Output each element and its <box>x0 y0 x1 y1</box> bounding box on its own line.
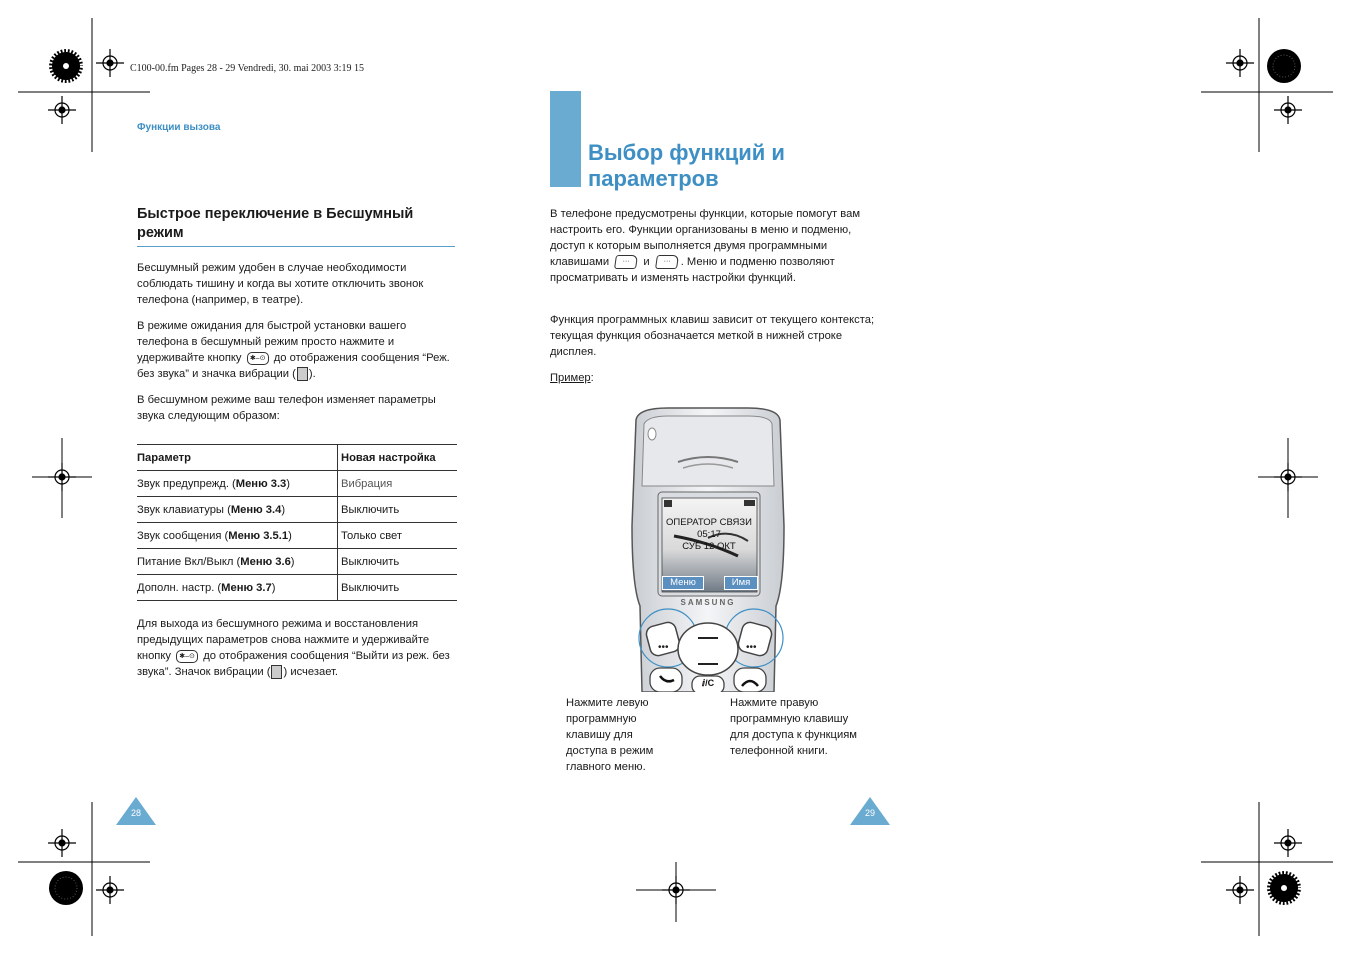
screen-operator: ОПЕРАТОР СВЯЗИ <box>666 517 752 528</box>
text: ) исчезает. <box>283 666 339 678</box>
value-cell: Вибрация <box>338 471 458 497</box>
param-cell <box>137 497 338 523</box>
title-line: Выбор функций и <box>588 140 785 165</box>
param-text: Питание Вкл/Выкл ( <box>137 555 241 568</box>
param-close: ) <box>281 503 286 516</box>
paragraph-exit <box>137 616 457 680</box>
value-cell: Выключить <box>338 497 458 523</box>
clear-key-text: C <box>707 678 715 688</box>
page-number-left <box>116 797 156 825</box>
left-heading: Быстрое переключение в Бесшумный режим <box>137 205 455 247</box>
screen-time: 05:17 <box>697 529 721 540</box>
menu-ref: Меню 3.3 <box>235 477 287 490</box>
page-number-right <box>850 797 890 825</box>
text: и <box>643 256 650 268</box>
title-accent-bar <box>550 91 581 187</box>
table-row <box>137 549 457 575</box>
brand-logo: SAMSUNG <box>680 598 736 607</box>
table-header-row <box>137 445 457 471</box>
param-text: Звук предупрежд. ( <box>137 477 236 490</box>
title-line: параметров <box>588 166 719 191</box>
param-close: ) <box>288 529 292 542</box>
right-soft-key-icon: ··· <box>655 255 679 269</box>
param-text: Звук сообщения ( <box>137 529 229 542</box>
example-label <box>550 370 750 386</box>
sound-settings-table <box>137 444 457 601</box>
param-cell <box>137 471 338 497</box>
example-colon: : <box>590 372 594 384</box>
paragraph-soft-keys: Функция программных клавиш зависит от текущего контекста; текущая функция обозначается меткой в нижней строке дисплея. <box>550 314 875 358</box>
screen-date: СУБ 12 ОКТ <box>682 541 736 552</box>
param-text: Дополн. настр. ( <box>137 581 222 594</box>
soft-label-name: Имя <box>724 576 758 590</box>
phone-illustration <box>628 406 788 692</box>
paragraph-changes: В бесшумном режиме ваш телефон изменяет параметры звука следующим образом: <box>137 394 436 422</box>
table-row <box>137 497 457 523</box>
text: Для выхода из бесшумного режима и восстановления предыдущих параметров снова нажмите и удерживайте кнопку <box>137 618 430 662</box>
text: В телефоне предусмотрены функции, которые помогут вам настроить его. Функции организованы в меню и подменю, доступ к которым выполняется двумя программными клавишами <box>550 208 861 268</box>
text: до отображения сообщения “Реж. без звука” и значка вибрации ( <box>137 352 450 380</box>
menu-ref: Меню 3.5.1 <box>228 529 289 542</box>
vibration-icon <box>297 367 308 381</box>
paragraph-activate <box>137 318 457 382</box>
svg-text:•••: ••• <box>746 642 757 653</box>
value-cell: Выключить <box>338 549 458 575</box>
param-cell <box>137 523 338 549</box>
menu-ref: Меню 3.6 <box>240 555 291 568</box>
table-row <box>137 523 457 549</box>
text: ). <box>308 368 316 380</box>
menu-ref: Меню 3.4 <box>230 503 282 516</box>
param-close: ) <box>290 555 295 568</box>
text: до отображения сообщения “Выйти из реж. без звука”. Значок вибрации ( <box>137 650 450 678</box>
value-cell: Только свет <box>338 523 458 549</box>
header-new-setting: Новая настройка <box>338 445 458 471</box>
table-row <box>137 471 457 497</box>
star-key-icon: ✱–⊙ <box>247 352 269 365</box>
star-key-icon: ✱–⊙ <box>176 650 198 663</box>
text: В режиме ожидания для быстрой установки вашего телефона в бесшумный режим просто нажмите и удерживайте кнопку <box>137 320 407 364</box>
param-close: ) <box>286 477 291 490</box>
caption-left-soft-key: Нажмите левую программную клавишу для доступа в режим главного меню. <box>566 697 654 773</box>
example-text: Пример <box>550 372 591 384</box>
page-number-text: 29 <box>864 808 875 818</box>
table-row <box>137 575 457 601</box>
section-label: Функции вызова <box>137 122 221 133</box>
paragraph-functions <box>550 206 880 286</box>
param-close: ) <box>271 581 276 594</box>
paragraph-intro: Бесшумный режим удобен в случае необходимости соблюдать тишину и когда вы хотите отключить звонок телефона (например, в театре). <box>137 262 424 306</box>
caption-right-soft-key: Нажмите правую программную клавишу для доступа к функциям телефонной книги. <box>730 697 857 757</box>
vibration-icon <box>271 665 282 679</box>
file-info: C100-00.fm Pages 28 - 29 Vendredi, 30. mai 2003 3:19 15 <box>130 63 364 74</box>
param-cell <box>137 549 338 575</box>
svg-text:•••: ••• <box>658 642 669 653</box>
soft-label-menu: Меню <box>662 576 704 590</box>
header-parameter: Параметр <box>137 445 338 471</box>
text: . Меню и подменю позволяют просматривать и изменять настройки функций. <box>550 256 835 284</box>
param-cell <box>137 575 338 601</box>
page-title <box>588 140 785 192</box>
menu-ref: Меню 3.7 <box>221 581 272 594</box>
clear-key-label: ⅈ/C <box>701 678 715 688</box>
param-text: Звук клавиатуры ( <box>137 503 231 516</box>
value-cell: Выключить <box>338 575 458 601</box>
left-soft-key-icon: ··· <box>614 255 638 269</box>
page-number-text: 28 <box>130 808 141 818</box>
